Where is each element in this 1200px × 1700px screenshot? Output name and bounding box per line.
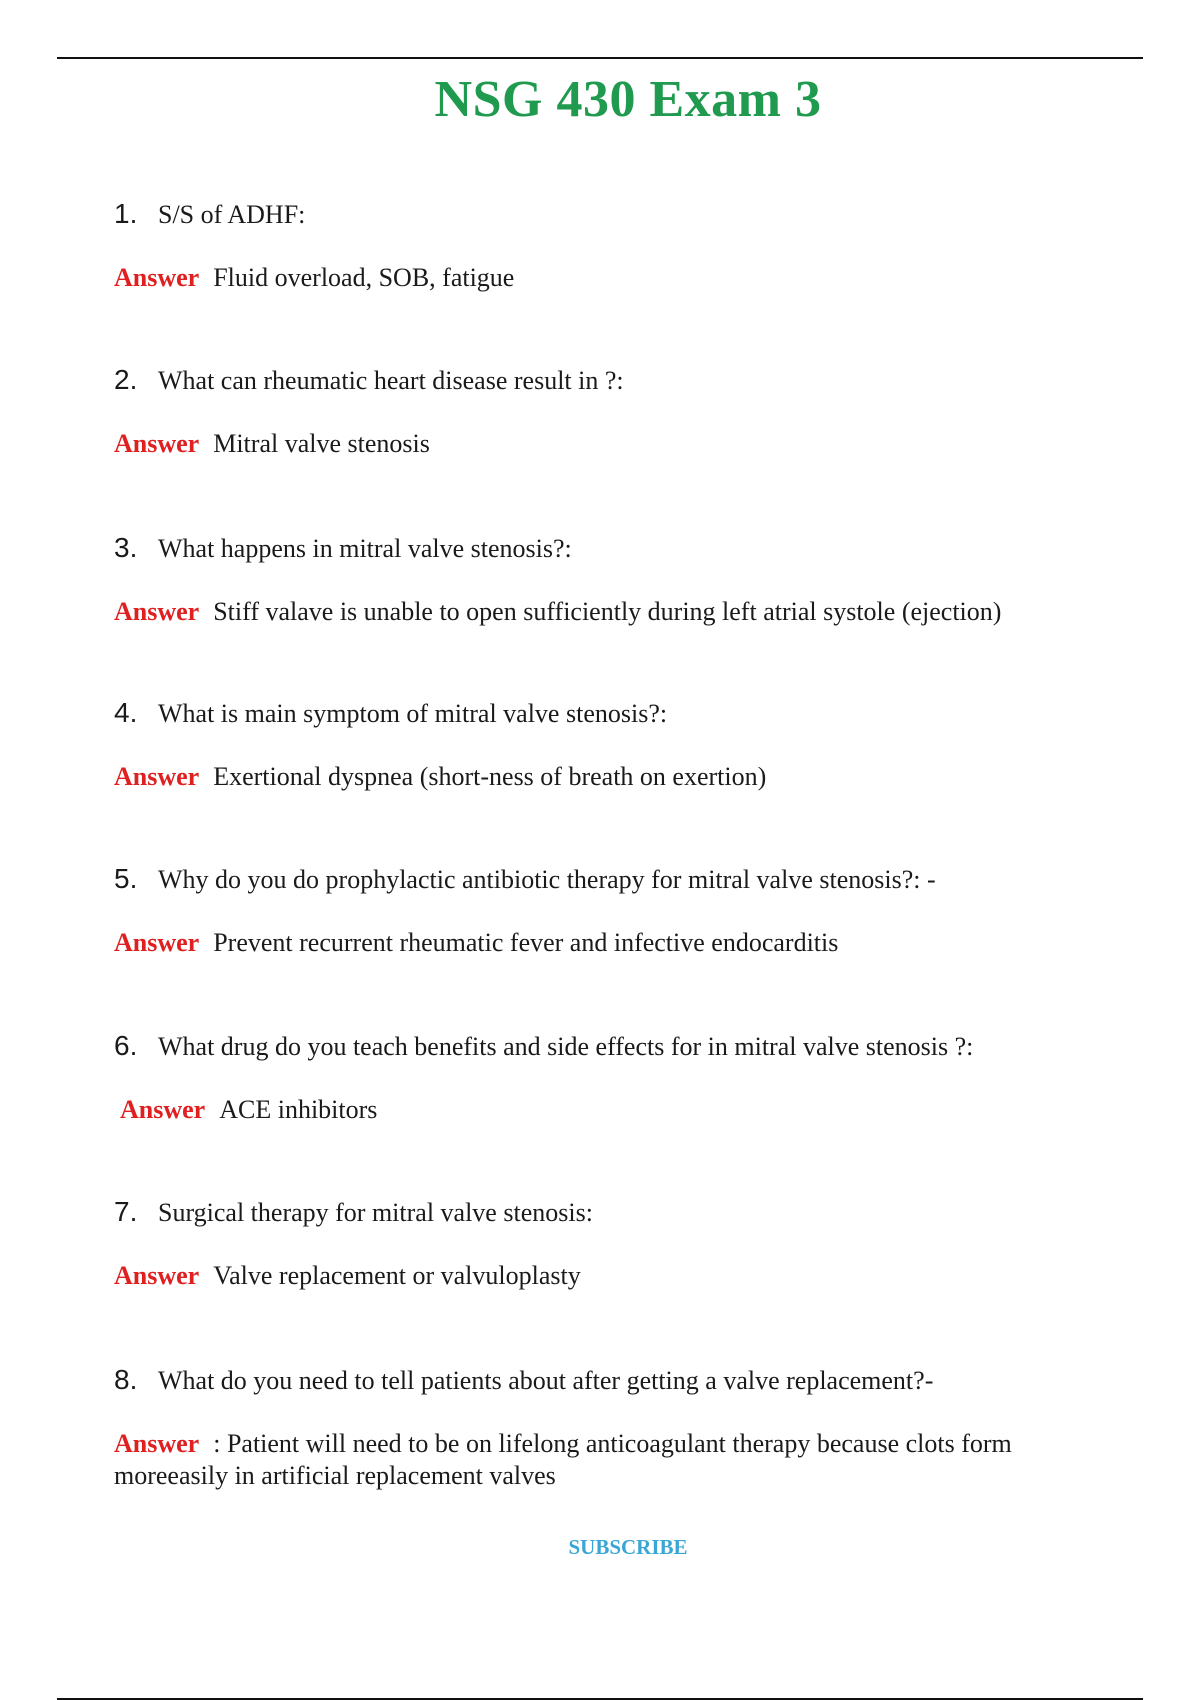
question-number: 5. (114, 863, 138, 894)
question (114, 1196, 1094, 1229)
answer-text: Fluid overload, SOB, fatigue (213, 263, 515, 292)
answer-label: Answer (114, 762, 200, 791)
answer (114, 428, 1094, 460)
answer-text: Exertional dyspnea (short-ness of breath on exertion) (213, 762, 767, 791)
answer-text: Prevent recurrent rheumatic fever and infective endocarditis (213, 928, 839, 957)
question-text: S/S of ADHF: (158, 200, 306, 229)
question (114, 1030, 1094, 1063)
answer-label: Answer (114, 1261, 200, 1290)
question-text: What can rheumatic heart disease result in ?: (158, 366, 624, 395)
subscribe-link[interactable]: SUBSCRIBE (568, 1535, 688, 1559)
answer-label: Answer (114, 928, 200, 957)
answer-text: Stiff valave is unable to open sufficiently during left atrial systole (ejection) (213, 597, 1002, 626)
question-number: 6. (114, 1030, 138, 1061)
question-number: 2. (114, 364, 138, 395)
question (114, 532, 1094, 565)
answer-text: : Patient will need to be on lifelong anticoagulant therapy because clots form moreeasily in artificial replacement valves (114, 1429, 1012, 1490)
question (114, 1364, 1094, 1397)
answer (114, 262, 1094, 294)
question-number: 1. (114, 198, 138, 229)
question-text: Why do you do prophylactic antibiotic therapy for mitral valve stenosis?: - (158, 865, 936, 894)
question (114, 198, 1094, 231)
question-number: 8. (114, 1364, 138, 1395)
answer (114, 596, 1094, 628)
answer-text: Valve replacement or valvuloplasty (213, 1261, 581, 1290)
question-number: 3. (114, 532, 138, 563)
qa-item-8 (114, 1364, 1094, 1492)
qa-item-3 (114, 532, 1094, 628)
question-text: What is main symptom of mitral valve stenosis?: (158, 699, 668, 728)
answer (114, 1428, 1094, 1492)
answer (114, 1260, 1094, 1292)
question-text: Surgical therapy for mitral valve stenosis: (158, 1198, 593, 1227)
question (114, 697, 1094, 730)
answer-label: Answer (120, 1095, 206, 1124)
top-divider (57, 57, 1143, 59)
question (114, 863, 1094, 896)
answer-label: Answer (114, 263, 200, 292)
qa-item-1 (114, 198, 1094, 294)
question-text: What happens in mitral valve stenosis?: (158, 534, 572, 563)
qa-item-6 (114, 1030, 1094, 1126)
answer-label: Answer (114, 1429, 200, 1458)
question-text: What drug do you teach benefits and side effects for in mitral valve stenosis ?: (158, 1032, 974, 1061)
answer-label: Answer (114, 429, 200, 458)
answer (114, 927, 1094, 959)
answer (114, 1094, 1094, 1126)
qa-item-2 (114, 364, 1094, 460)
question-text: What do you need to tell patients about after getting a valve replacement?- (158, 1366, 934, 1395)
question (114, 364, 1094, 397)
document-title: NSG 430 Exam 3 (434, 71, 822, 128)
question-number: 4. (114, 697, 138, 728)
answer-text: Mitral valve stenosis (213, 429, 430, 458)
answer-text: ACE inhibitors (219, 1095, 378, 1124)
qa-item-7 (114, 1196, 1094, 1292)
answer (114, 761, 1094, 793)
qa-item-5 (114, 863, 1094, 959)
answer-label: Answer (114, 597, 200, 626)
question-number: 7. (114, 1196, 138, 1227)
qa-item-4 (114, 697, 1094, 793)
